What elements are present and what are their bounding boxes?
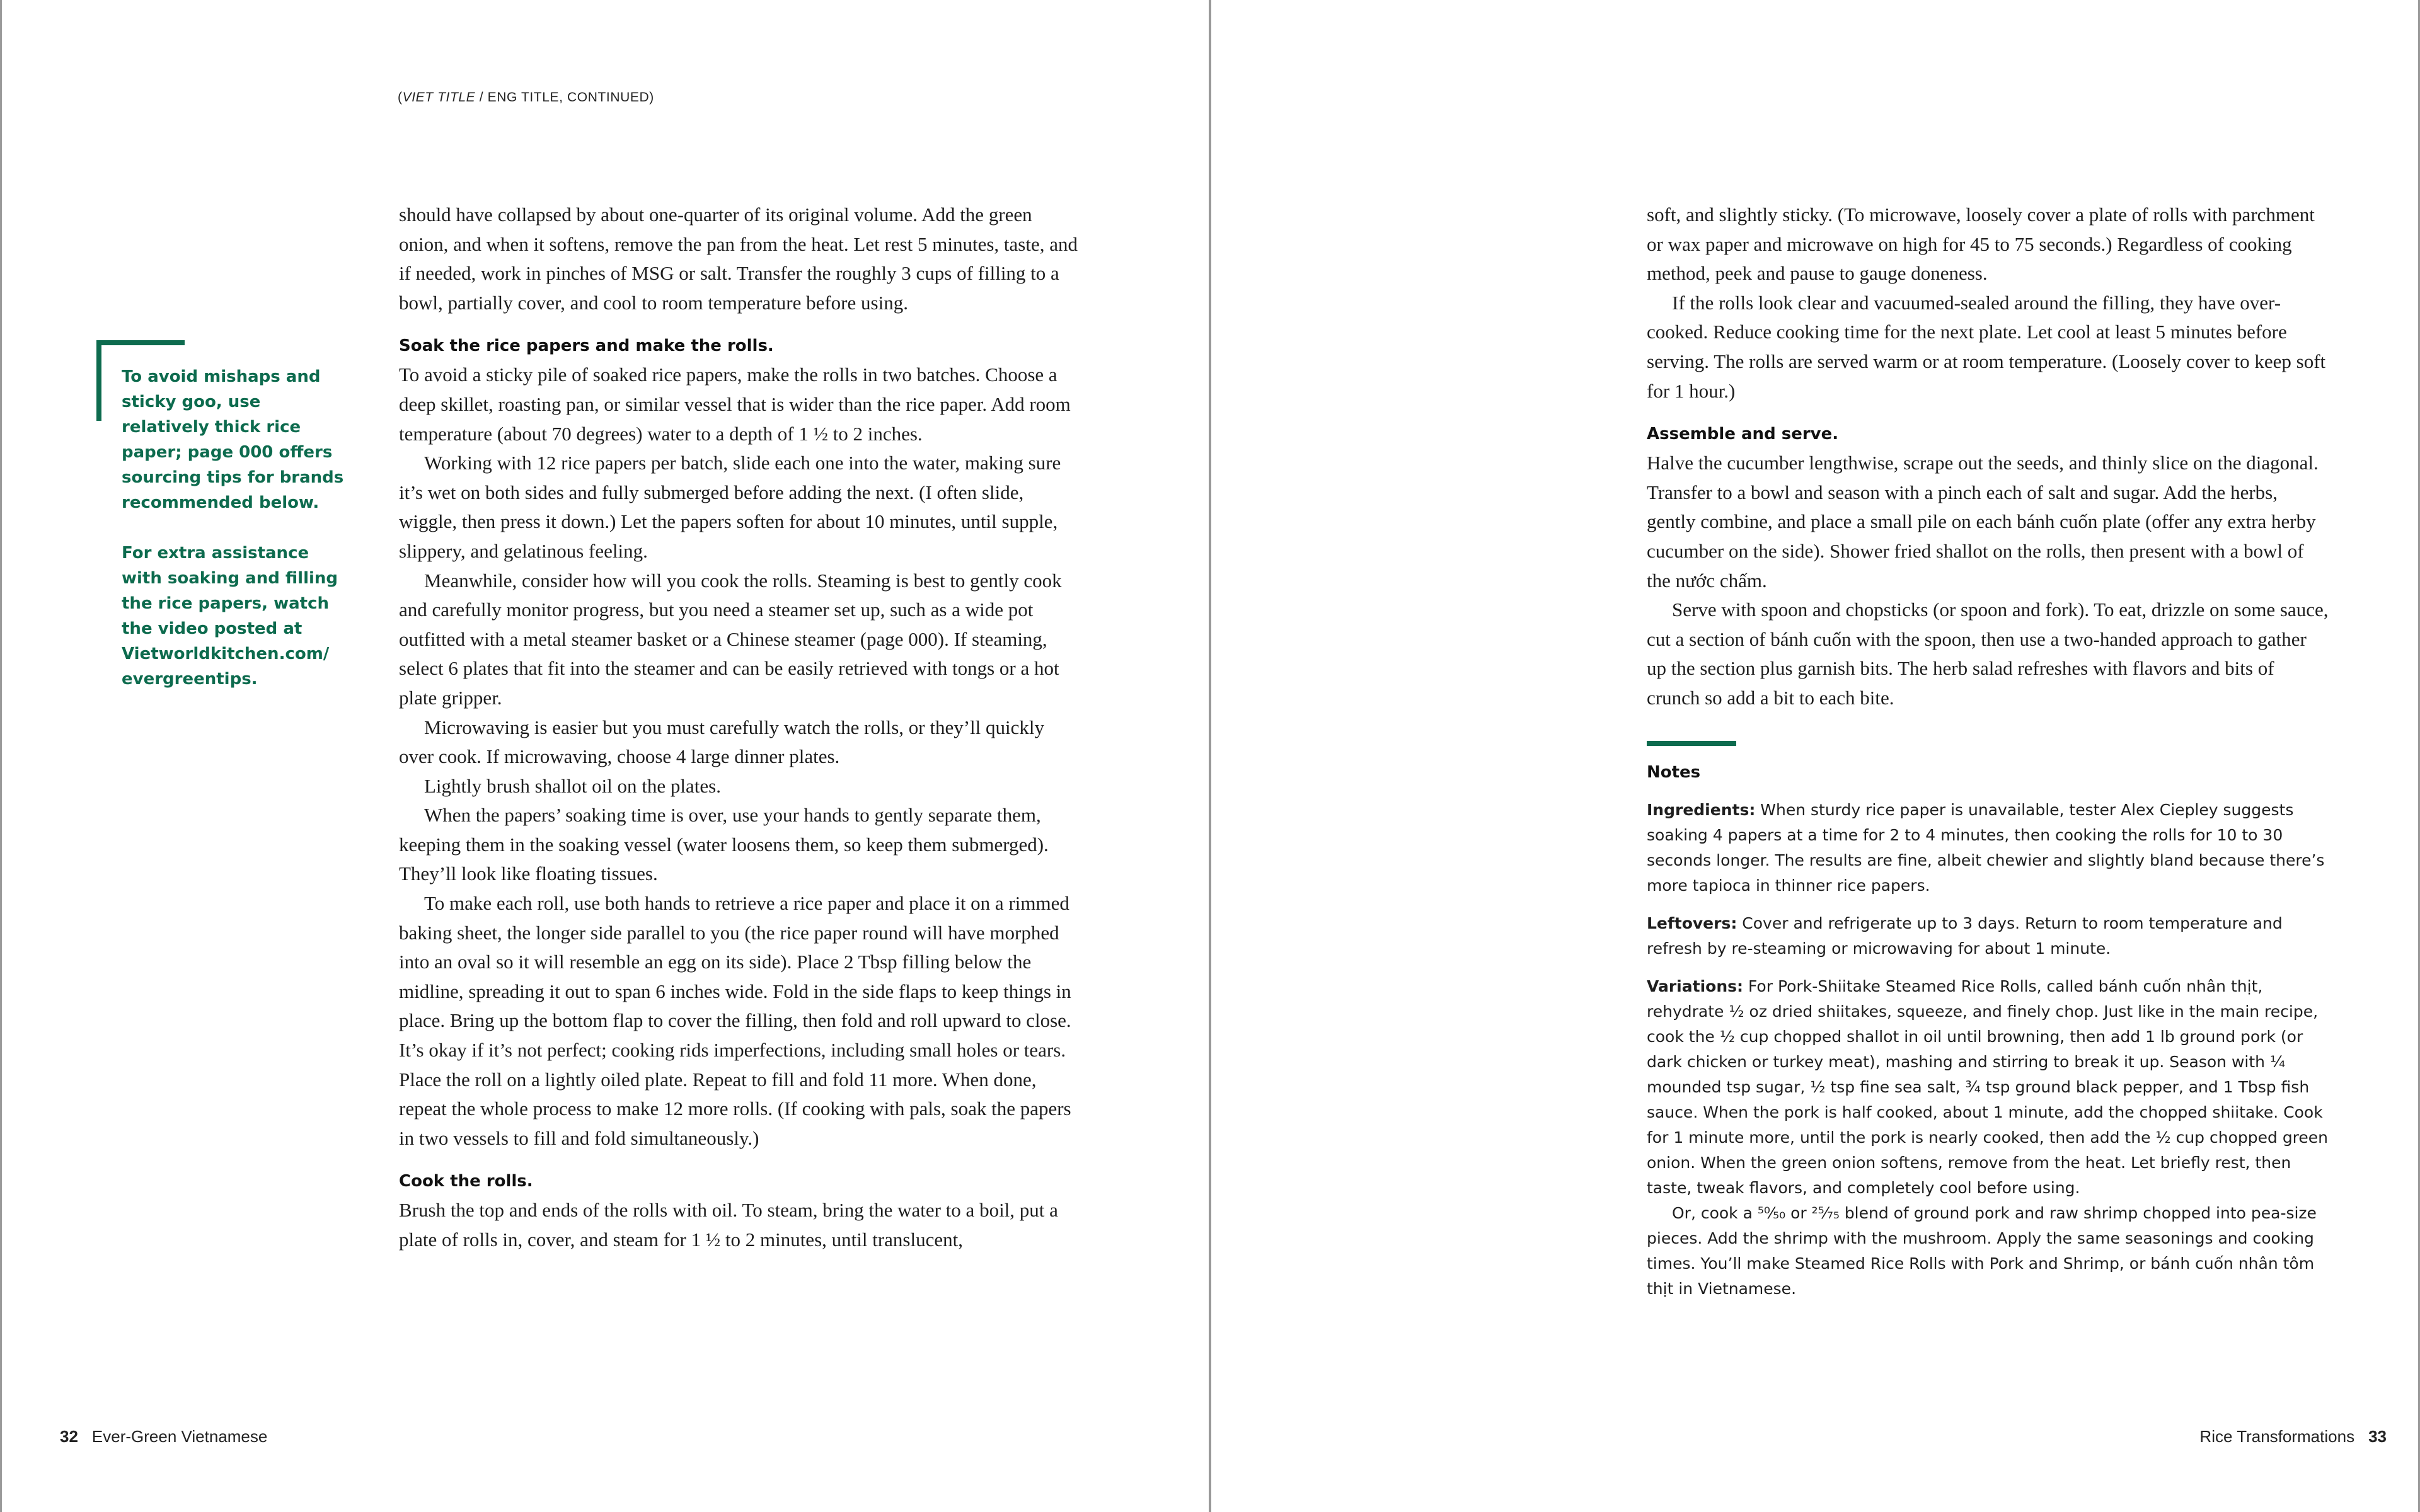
section-heading-assemble: Assemble and serve. (1647, 425, 1839, 444)
note-text: Or, cook a ⁵⁰⁄₅₀ or ²⁵⁄₇₅ blend of ground pork and raw shrimp chopped into pea-size pieces. Add the shrimp with the mushroom. Apply the same seasonings and cooking times. You’ll make Steamed Rice Rolls with Pork and Shrimp, or bánh cuốn nhân tôm thịt in Vietnamese. (1647, 1203, 2317, 1298)
paragraph: When the papers’ soaking time is over, use your hands to gently separate them, keeping them in the soaking vessel (water loosens them, so keep them submerged). They’ll look like floating tissues. (399, 804, 1049, 885)
sidebar-tip-2: For extra assistance with soaking and filling the rice papers, watch the video posted at Vietworldkitchen.com/ evergreentips. (122, 544, 338, 689)
page-number-left: 32 (60, 1427, 78, 1446)
paragraph: Microwaving is easier but you must carefully watch the rolls, or they’ll quickly over cook. If microwaving, choose 4 large dinner plates. (399, 716, 1045, 768)
right-column (1647, 200, 2331, 1302)
sidebar-rule-left (96, 340, 101, 421)
left-page (0, 0, 1209, 1512)
sidebar-text (122, 364, 349, 717)
note-label: Leftovers: (1647, 914, 1737, 932)
paragraph: soft, and slightly sticky. (To microwave, loosely cover a plate of rolls with parchment or wax paper and microwave on high for 45 to 75 seconds.) Regardless of cooking method, peek and pause to gauge doneness. (1647, 203, 2315, 285)
section-heading-soak: Soak the rice papers and make the rolls. (399, 336, 774, 356)
section-heading-cook: Cook the rolls. (399, 1172, 533, 1191)
running-head-open: ( (398, 90, 403, 105)
notes-heading: Notes (1647, 762, 1701, 782)
note-text: Cover and refrigerate up to 3 days. Return to room temperature and refresh by re-steaming or microwaving for about 1 minute. (1647, 914, 2283, 958)
note-leftovers (1647, 911, 2331, 961)
section-title: Rice Transformations (2199, 1427, 2355, 1446)
paragraph: Halve the cucumber lengthwise, scrape out the seeds, and thinly slice on the diagonal. Transfer to a bowl and season with a pinch each of salt and sugar. Add the herbs, gently combine, and place a small pile on each bánh cuốn plate (offer any extra herby cucumber on the side). Shower fried shallot on the rolls, then present with a bowl of the nước chấm. (1647, 452, 2319, 592)
left-column (399, 200, 1080, 1255)
paragraph: Brush the top and ends of the rolls with oil. To steam, bring the water to a boil, put a plate of rolls in, cover, and steam for 1 ½ to 2 minutes, until translucent, (399, 1199, 1058, 1251)
folio-left (60, 1427, 267, 1446)
paragraph: To avoid a sticky pile of soaked rice papers, make the rolls in two batches. Choose a deep skillet, roasting pan, or similar vessel that is wider than the rice paper. Add room temperature (about 70 degrees) water to a depth of 1 ½ to 2 inches. (399, 364, 1071, 445)
right-page (1209, 0, 2420, 1512)
note-text: For Pork-Shiitake Steamed Rice Rolls, called bánh cuốn nhân thịt, rehydrate ½ oz dried shiitakes, squeeze, and finely chop. Just like in the main recipe, cook the ½ cup chopped shallot in oil until browning, then add 1 lb ground pork (or dark chicken or turkey meat), mashing and stirring to break it up. Season with ¼ mounded tsp sugar, ½ tsp fine sea salt, ¾ tsp ground black pepper, and 1 Tbsp fish sauce. When the pork is half cooked, about 1 minute, add the chopped shiitake. Cook for 1 minute more, until the pork is nearly cooked, then add the ½ cup chopped green onion. When the green onion softens, remove from the heat. Let briefly rest, then taste, tweak flavors, and completely cool before using. (1647, 976, 2329, 1197)
note-text: When sturdy rice paper is unavailable, tester Alex Ciepley suggests soaking 4 papers at a time for 2 to 4 minutes, then cooking the rolls for 10 to 30 seconds longer. The results are fine, albeit chewier and slightly bland because there’s more tapioca in thinner rice papers. (1647, 800, 2325, 895)
sidebar-tip-1: To avoid mishaps and sticky goo, use relatively thick rice paper; page 000 offers sourcing tips for brands recommended below. (122, 367, 344, 512)
note-label: Ingredients: (1647, 800, 1756, 819)
paragraph: Serve with spoon and chopsticks (or spoon and fork). To eat, drizzle on some sauce, cut a section of bánh cuốn with the spoon, then use a two-handed approach to gather up the section plus garnish bits. The herb salad refreshes with flavors and bits of crunch so add a bit to each bite. (1647, 598, 2329, 709)
sidebar-rule-top (96, 340, 185, 345)
paragraph: If the rolls look clear and vacuumed-sealed around the filling, they have over-cooked. Reduce cooking time for the next plate. Let cool at least 5 minutes before serving. The rolls are served warm or at room temperature. (Loosely cover to keep soft for 1 hour.) (1647, 291, 2326, 402)
paragraph: Lightly brush shallot oil on the plates. (424, 774, 721, 797)
note-ingredients (1647, 798, 2331, 898)
running-head-viet-title: VIET TITLE (402, 90, 476, 105)
running-head (398, 90, 654, 105)
book-title: Ever-Green Vietnamese (91, 1427, 268, 1446)
note-variations (1647, 974, 2331, 1302)
paragraph: Meanwhile, consider how will you cook the rolls. Steaming is best to gently cook and carefully monitor progress, but you need a steamer set up, such as a wide pot outfitted with a metal steamer basket or a Chinese steamer (page 000). If steaming, select 6 plates that fit into the steamer and can be easily retrieved with tongs or a hot plate gripper. (399, 569, 1062, 709)
folio-right (2199, 1427, 2387, 1446)
running-head-rest: / ENG TITLE, CONTINUED) (475, 90, 654, 105)
notes-rule (1647, 741, 1736, 746)
page-number-right: 33 (2368, 1427, 2387, 1446)
paragraph: Working with 12 rice papers per batch, slide each one into the water, making sure it’s wet on both sides and fully submerged before adding the next. (I often slide, wiggle, then press it down.) Let the papers soften for about 10 minutes, until supple, slippery, and gelatinous feeling. (399, 452, 1061, 562)
paragraph: To make each roll, use both hands to retrieve a rice paper and place it on a rimmed baking sheet, the longer side parallel to you (the rice paper round will have morphed into an oval so it will resemble an egg on its side). Place 2 Tbsp filling below the midline, spreading it out to span 6 inches wide. Fold in the side flaps to keep things in place. Bring up the bottom flap to cover the filling, then fold and roll upward to close. It’s okay if it’s not perfect; cooking rids imperfections, including small holes or tears. Place the roll on a lightly oiled plate. Repeat to fill and fold 11 more. When done, repeat the whole process to make 12 more rolls. (If cooking with pals, soak the papers in two vessels to fill and fold simultaneously.) (399, 892, 1071, 1149)
note-label: Variations: (1647, 976, 1743, 995)
paragraph: should have collapsed by about one-quarter of its original volume. Add the green onion, and when it softens, remove the pan from the heat. Let rest 5 minutes, taste, and if needed, work in pinches of MSG or salt. Transfer the roughly 3 cups of filling to a bowl, partially cover, and cool to room temperature before using. (399, 203, 1078, 314)
